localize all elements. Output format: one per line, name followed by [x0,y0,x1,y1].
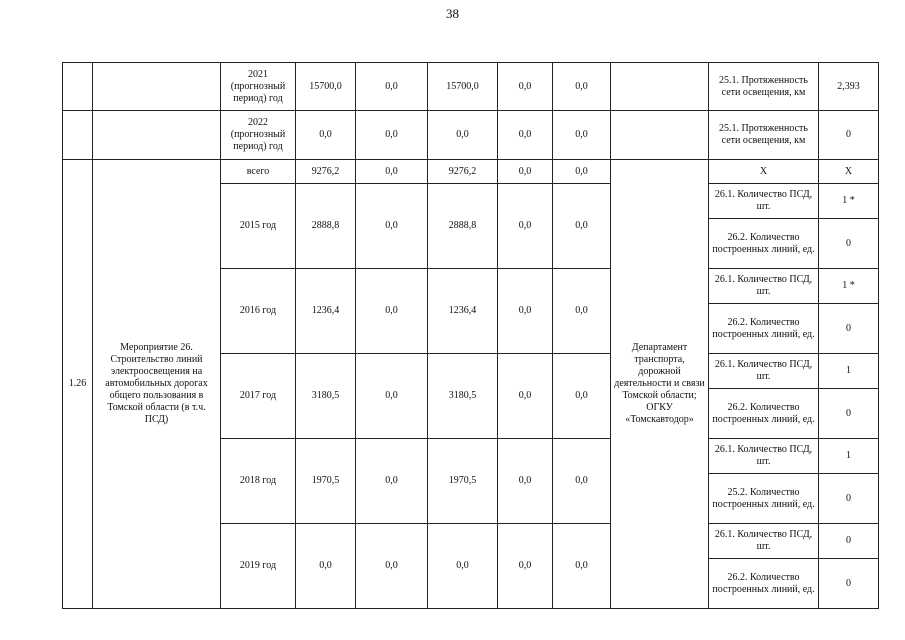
indicator-value-cell: 0 [819,219,879,269]
total-cell: 9276,2 [296,160,356,184]
amount-cell: 0,0 [356,354,428,439]
indicator-cell: 26.2. Количество построенных линий, ед. [709,389,819,439]
year-cell: 2018 год [221,439,296,524]
amount-cell: 0,0 [428,524,498,609]
indicator-cell: 26.1. Количество ПСД, шт. [709,269,819,304]
total-cell: 1236,4 [296,269,356,354]
indicator-value-cell: 0 [819,389,879,439]
amount-cell: 0,0 [356,111,428,160]
indicator-value-cell: 1 * [819,184,879,219]
total-cell: 0,0 [296,524,356,609]
indicator-cell: 26.2. Количество построенных линий, ед. [709,304,819,354]
indicator-value-cell: 1 [819,439,879,474]
amount-cell: 0,0 [498,111,553,160]
amount-cell: 0,0 [553,524,611,609]
amount-cell: 0,0 [498,439,553,524]
indicator-cell: 26.2. Количество построенных линий, ед. [709,219,819,269]
measure-cell [93,111,221,160]
table-row [63,111,879,160]
indicator-cell: 25.1. Протяженность сети освещения, км [709,63,819,111]
indicator-value-cell: 0 [819,304,879,354]
amount-cell: 0,0 [553,354,611,439]
total-cell: 0,0 [296,111,356,160]
indicator-cell: 26.1. Количество ПСД, шт. [709,524,819,559]
amount-cell: 9276,2 [428,160,498,184]
amount-cell: 0,0 [498,269,553,354]
program-table [62,62,879,609]
amount-cell: 0,0 [498,63,553,111]
executor-cell [611,63,709,111]
total-cell: 3180,5 [296,354,356,439]
year-cell: 2015 год [221,184,296,269]
indicator-value-cell: X [819,160,879,184]
indicator-cell: X [709,160,819,184]
indicator-cell: 25.2. Количество построенных линий, ед. [709,474,819,524]
code-cell [63,111,93,160]
indicator-value-cell: 1 * [819,269,879,304]
amount-cell: 3180,5 [428,354,498,439]
amount-cell: 0,0 [498,184,553,269]
total-cell: 2888,8 [296,184,356,269]
total-cell: 1970,5 [296,439,356,524]
amount-cell: 0,0 [553,439,611,524]
indicator-cell: 26.1. Количество ПСД, шт. [709,354,819,389]
indicator-value-cell: 0 [819,524,879,559]
amount-cell: 0,0 [553,160,611,184]
indicator-value-cell: 0 [819,474,879,524]
amount-cell: 2888,8 [428,184,498,269]
page-number: 38 [446,6,459,21]
amount-cell: 0,0 [428,111,498,160]
year-cell: всего [221,160,296,184]
indicator-value-cell: 2,393 [819,63,879,111]
total-cell: 15700,0 [296,63,356,111]
year-cell: 2021 (прогнозный период) год [221,63,296,111]
indicator-value-cell: 0 [819,111,879,160]
code-cell [63,63,93,111]
amount-cell: 0,0 [356,160,428,184]
year-cell: 2017 год [221,354,296,439]
amount-cell: 0,0 [356,439,428,524]
amount-cell: 0,0 [356,63,428,111]
amount-cell: 0,0 [553,184,611,269]
indicator-cell: 26.2. Количество построенных линий, ед. [709,559,819,609]
amount-cell: 0,0 [498,160,553,184]
amount-cell: 1970,5 [428,439,498,524]
amount-cell: 0,0 [356,184,428,269]
indicator-cell: 26.1. Количество ПСД, шт. [709,184,819,219]
amount-cell: 0,0 [356,524,428,609]
indicator-cell: 25.1. Протяженность сети освещения, км [709,111,819,160]
amount-cell: 0,0 [498,524,553,609]
year-cell: 2019 год [221,524,296,609]
table-row [63,63,879,111]
measure-name: Мероприятие 26. Строительство линий электроосвещения на автомобильных дорогах общего пользования в Томской области (в т.ч. ПСД) [93,160,221,609]
year-cell: 2016 год [221,269,296,354]
indicator-cell: 26.1. Количество ПСД, шт. [709,439,819,474]
executor-cell [611,111,709,160]
indicator-value-cell: 0 [819,559,879,609]
measure-code: 1.26 [63,160,93,609]
amount-cell: 0,0 [553,63,611,111]
year-cell: 2022 (прогнозный период) год [221,111,296,160]
indicator-value-cell: 1 [819,354,879,389]
amount-cell: 0,0 [553,111,611,160]
amount-cell: 0,0 [553,269,611,354]
executor-cell: Департамент транспорта, дорожной деятельности и связи Томской области; ОГКУ «Томскавтодор» [611,160,709,609]
amount-cell: 0,0 [498,354,553,439]
amount-cell: 1236,4 [428,269,498,354]
amount-cell: 0,0 [356,269,428,354]
measure-cell [93,63,221,111]
amount-cell: 15700,0 [428,63,498,111]
table-row [63,160,879,184]
